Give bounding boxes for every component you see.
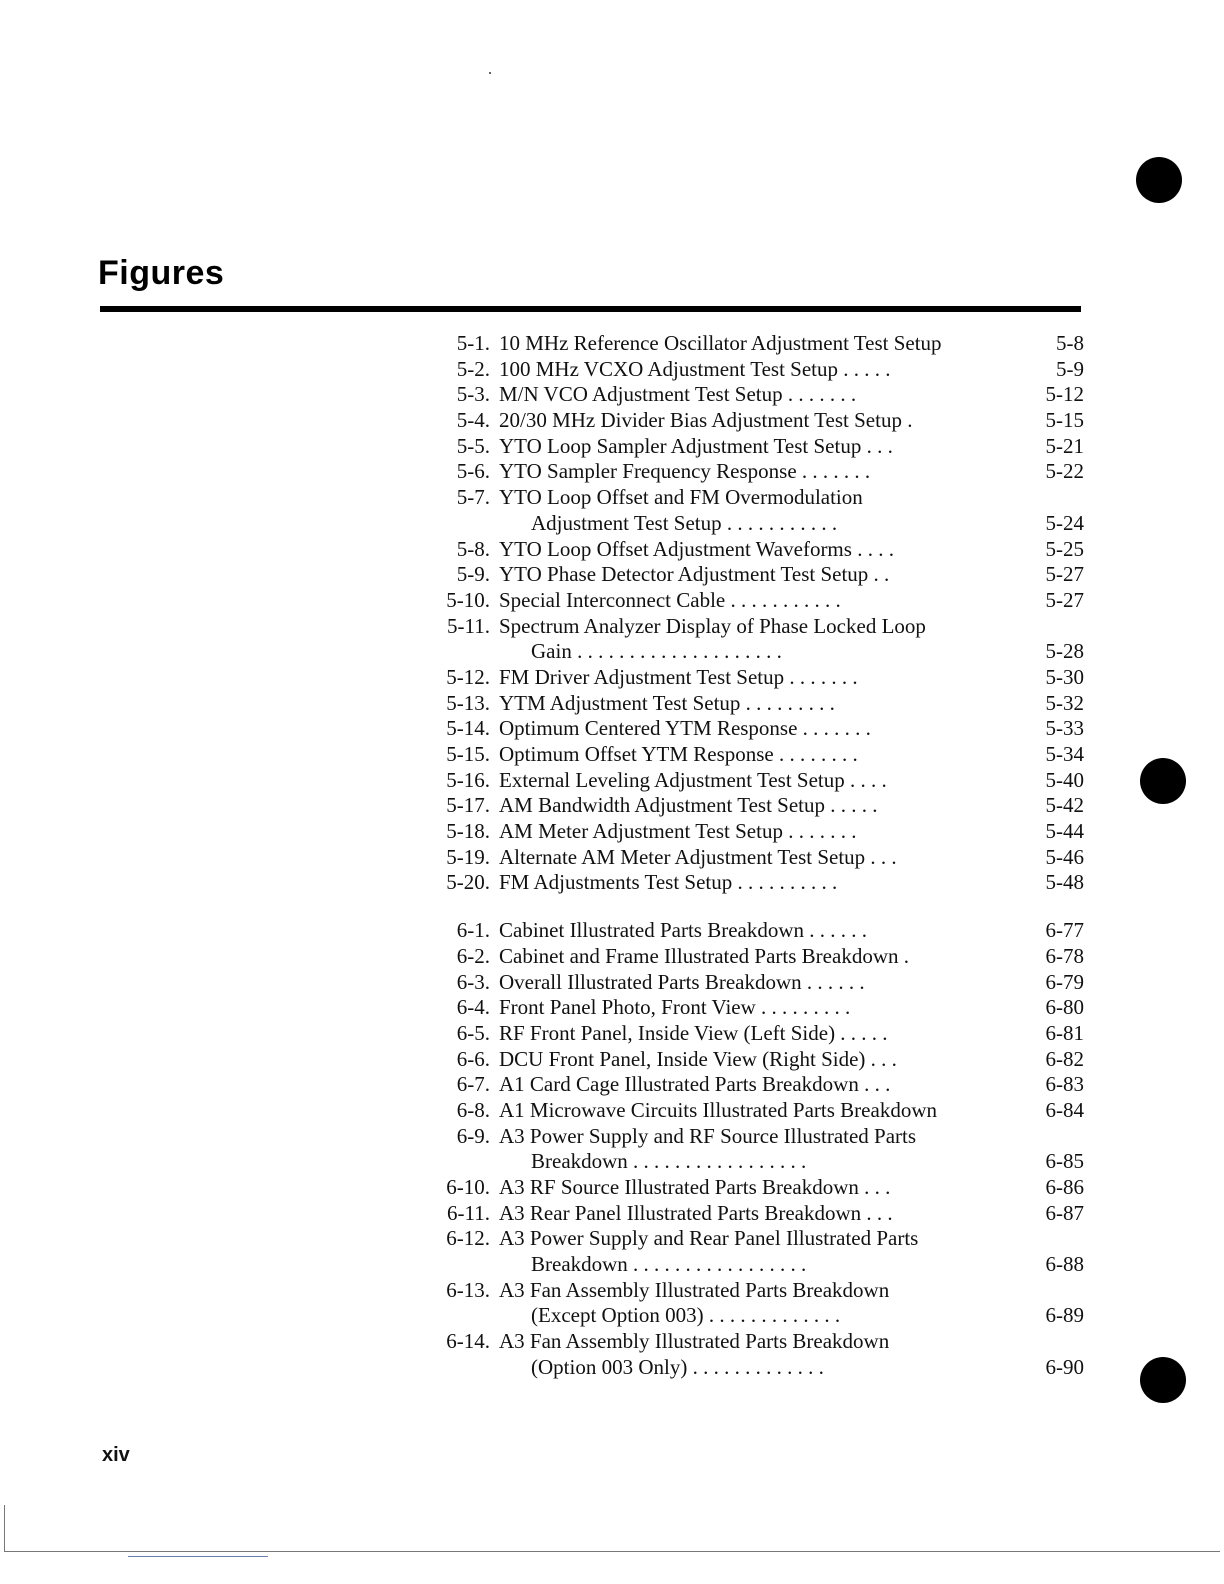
entry-line [430,357,1086,383]
figure-title: External Leveling Adjustment Test Setup . . . . [499,767,887,792]
figure-entry[interactable] [430,768,1086,794]
figure-title: FM Driver Adjustment Test Setup . . . . . . . [499,664,858,689]
entry-line [430,537,1086,563]
figure-entry[interactable] [430,459,1086,485]
figure-number: 5-15. [446,742,490,766]
figure-entry[interactable] [430,357,1086,383]
entry-line-continued [430,639,1086,665]
figure-title: Cabinet and Frame Illustrated Parts Breakdown . [499,943,909,968]
scan-edge-mark [128,1556,268,1557]
entry-line [430,1226,1086,1252]
figure-number: 5-1. [456,331,490,355]
entry-line-continued [430,511,1086,537]
figure-title: Overall Illustrated Parts Breakdown . . . . . . [499,969,865,994]
entry-line-continued [430,1252,1086,1278]
figure-entry[interactable] [430,1329,1086,1380]
figure-number: 6-13. [446,1277,490,1302]
figure-title: Optimum Centered YTM Response . . . . . . . [499,716,871,741]
page-reference: 5-27 [1045,587,1084,612]
figure-number: 5-14. [446,716,490,741]
entry-line [430,382,1086,408]
binder-hole-middle [1140,758,1186,804]
figure-number: 5-9. [456,562,490,587]
figure-number: 6-6. [456,1046,490,1071]
entry-line-continued [430,1303,1086,1329]
page-reference: 5-28 [1045,639,1084,664]
page-reference: 5-12 [1045,382,1084,407]
entry-line [430,485,1086,511]
figure-number: 5-20. [446,870,490,895]
scan-edge-bottom [4,1551,1220,1552]
figure-entry[interactable] [430,1124,1086,1175]
figure-entry[interactable] [430,1175,1086,1201]
figure-number: 5-16. [446,767,490,792]
figure-entry[interactable] [430,716,1086,742]
entry-line [430,995,1086,1021]
figure-title: RF Front Panel, Inside View (Left Side) . . . . . [499,1020,888,1045]
figure-number: 6-8. [456,1097,490,1122]
figure-entry[interactable] [430,1047,1086,1073]
figure-title: A3 Rear Panel Illustrated Parts Breakdown . . . [499,1200,893,1225]
figure-number: 5-10. [446,587,490,612]
figure-number: 5-7. [456,485,490,510]
page-reference: 5-9 [1056,356,1084,381]
figure-title-continued: (Option 003 Only) . . . . . . . . . . . . . [531,1354,824,1379]
figure-entry[interactable] [430,434,1086,460]
figure-title: YTO Loop Offset Adjustment Waveforms . . . . [499,536,894,561]
entry-line [430,434,1086,460]
figure-number: 5-12. [446,664,490,689]
figure-number: 6-9. [456,1123,490,1148]
figure-title-continued: (Except Option 003) . . . . . . . . . . . . . [531,1303,841,1328]
page-reference: 5-33 [1045,716,1084,741]
figure-entry[interactable] [430,742,1086,768]
figure-title: YTO Loop Offset and FM Overmodulation [499,485,863,510]
figure-title: M/N VCO Adjustment Test Setup . . . . . . . [499,382,857,407]
figure-number: 6-4. [456,995,490,1020]
figure-title: A3 Fan Assembly Illustrated Parts Breakdown [499,1329,890,1354]
page-reference: 6-78 [1045,943,1084,968]
page-reference: 5-8 [1056,331,1084,355]
figure-entry[interactable] [430,562,1086,588]
figure-number: 5-11. [447,613,490,638]
figure-title: 20/30 MHz Divider Bias Adjustment Test Setup . [499,408,913,433]
figure-entry[interactable] [430,537,1086,563]
figure-entry[interactable] [430,845,1086,871]
figure-title: FM Adjustments Test Setup . . . . . . . . . . [499,870,838,895]
figure-title: Alternate AM Meter Adjustment Test Setup . . . [499,844,897,869]
figure-title: YTO Loop Sampler Adjustment Test Setup . . . [499,433,893,458]
figure-number: 5-13. [446,690,490,715]
figure-number: 5-2. [456,356,490,381]
figure-number: 5-4. [456,408,490,433]
entry-line [430,408,1086,434]
figure-title: Spectrum Analyzer Display of Phase Locked Loop [499,613,926,638]
page-reference: 6-80 [1045,995,1084,1020]
page-reference: 5-22 [1045,459,1084,484]
figure-title: A1 Microwave Circuits Illustrated Parts Breakdown [499,1097,937,1122]
page-reference: 5-24 [1045,510,1084,535]
binder-hole-bottom [1140,1357,1186,1403]
entry-line [430,665,1086,691]
page-reference: 5-34 [1045,742,1084,766]
entry-line [430,918,1086,944]
entry-line [430,614,1086,640]
page-reference: 5-46 [1045,844,1084,869]
figure-entry[interactable] [430,665,1086,691]
figure-number: 5-6. [456,459,490,484]
figure-entry[interactable] [430,944,1086,970]
figure-entry[interactable] [430,793,1086,819]
figure-entry[interactable] [430,995,1086,1021]
figure-number: 6-5. [456,1020,490,1045]
figure-title: A3 Power Supply and Rear Panel Illustrated Parts [499,1226,919,1251]
page-reference: 6-83 [1045,1072,1084,1097]
page-reference: 6-85 [1045,1149,1084,1174]
page-number: xiv [102,1444,130,1466]
page-reference: 6-81 [1045,1020,1084,1045]
page-reference: 5-48 [1045,870,1084,895]
figure-title-continued: Gain . . . . . . . . . . . . . . . . . . . . [531,639,782,664]
entry-line [430,970,1086,996]
entry-line [430,716,1086,742]
entry-line [430,691,1086,717]
figure-title: AM Bandwidth Adjustment Test Setup . . . . . [499,793,878,818]
figure-number: 6-14. [446,1329,490,1354]
page-reference: 5-25 [1045,536,1084,561]
figure-title: YTM Adjustment Test Setup . . . . . . . . . [499,690,835,715]
figure-title: A1 Card Cage Illustrated Parts Breakdown . . . [499,1072,891,1097]
figure-number: 5-3. [456,382,490,407]
paper-speck [489,72,491,74]
figure-entry[interactable] [430,691,1086,717]
page-reference: 6-88 [1045,1252,1084,1277]
entry-line [430,588,1086,614]
entry-line [430,1072,1086,1098]
page-reference: 5-27 [1045,562,1084,587]
entry-line [430,1329,1086,1355]
page-reference: 5-30 [1045,664,1084,689]
page-reference: 5-15 [1045,408,1084,433]
binder-hole-top [1136,157,1182,203]
figure-title: AM Meter Adjustment Test Setup . . . . . . . [499,819,857,844]
page-reference: 5-32 [1045,690,1084,715]
page-reference: 6-79 [1045,969,1084,994]
figure-title: YTO Phase Detector Adjustment Test Setup . . [499,562,890,587]
figure-number: 5-18. [446,819,490,844]
page-reference: 5-44 [1045,819,1084,844]
entry-line [430,459,1086,485]
figure-title-continued: Breakdown . . . . . . . . . . . . . . . . . [531,1252,807,1277]
figure-entry[interactable] [430,918,1086,944]
page-reference: 5-40 [1045,767,1084,792]
figure-entry[interactable] [430,1072,1086,1098]
entry-line [430,1175,1086,1201]
figure-title: Front Panel Photo, Front View . . . . . . . . . [499,995,851,1020]
figure-number: 6-10. [446,1175,490,1199]
entry-line [430,1047,1086,1073]
figure-entry[interactable] [430,331,1086,357]
figure-number: 5-17. [446,793,490,818]
entry-line [430,793,1086,819]
figure-entry[interactable] [430,1021,1086,1047]
figure-number: 5-19. [446,844,490,869]
scan-edge-left [4,1505,5,1552]
figure-entry[interactable] [430,1098,1086,1124]
page-reference: 6-89 [1045,1303,1084,1328]
figure-number: 6-2. [456,943,490,968]
page-reference: 6-82 [1045,1046,1084,1071]
entry-line [430,1201,1086,1227]
page-reference: 5-21 [1045,433,1084,458]
figure-title: Special Interconnect Cable . . . . . . . . . . . [499,587,841,612]
group-separator [430,896,1086,918]
figure-entry[interactable] [430,1278,1086,1329]
figure-number: 6-11. [447,1200,490,1225]
page-reference: 6-90 [1045,1354,1084,1379]
figure-number: 6-3. [456,969,490,994]
figure-title: A3 Power Supply and RF Source Illustrated Parts [499,1123,917,1148]
figure-title: A3 Fan Assembly Illustrated Parts Breakdown [499,1277,890,1302]
figure-entry[interactable] [430,588,1086,614]
page-reference: 5-42 [1045,793,1084,818]
figure-title: A3 RF Source Illustrated Parts Breakdown . . . [499,1175,891,1199]
figure-number: 6-12. [446,1226,490,1251]
entry-line [430,331,1086,357]
figure-entry[interactable] [430,1226,1086,1277]
entry-line [430,1098,1086,1124]
figure-entry[interactable] [430,1201,1086,1227]
figure-number: 6-7. [456,1072,490,1097]
figure-number: 6-1. [456,918,490,943]
page-reference: 6-84 [1045,1097,1084,1122]
entry-line [430,819,1086,845]
figure-title-continued: Adjustment Test Setup . . . . . . . . . . . [531,510,838,535]
figures-list [430,331,1086,1381]
entry-line [430,944,1086,970]
page-reference: 6-77 [1045,918,1084,943]
entry-line [430,742,1086,768]
entry-line [430,1124,1086,1150]
figure-title: DCU Front Panel, Inside View (Right Side) . . . [499,1046,897,1071]
figure-title-continued: Breakdown . . . . . . . . . . . . . . . . . [531,1149,807,1174]
figure-number: 5-5. [456,433,490,458]
figure-entry[interactable] [430,408,1086,434]
page-title: Figures [98,254,225,292]
entry-line [430,845,1086,871]
title-rule [100,306,1081,312]
entry-line [430,870,1086,896]
figure-entry[interactable] [430,970,1086,996]
figure-title: 10 MHz Reference Oscillator Adjustment Test Setup [499,331,942,355]
entry-line [430,1278,1086,1304]
entry-line [430,562,1086,588]
figure-title: Optimum Offset YTM Response . . . . . . . . [499,742,858,766]
figure-entry[interactable] [430,819,1086,845]
entry-line-continued [430,1355,1086,1381]
figure-entry[interactable] [430,870,1086,896]
page-reference: 6-87 [1045,1200,1084,1225]
figure-title: YTO Sampler Frequency Response . . . . . . . [499,459,871,484]
figure-entry[interactable] [430,382,1086,408]
entry-line [430,1021,1086,1047]
figure-entry[interactable] [430,614,1086,665]
entry-line [430,768,1086,794]
entry-line-continued [430,1149,1086,1175]
figure-number: 5-8. [456,536,490,561]
figure-title: 100 MHz VCXO Adjustment Test Setup . . . . . [499,356,891,381]
figure-title: Cabinet Illustrated Parts Breakdown . . . . . . [499,918,868,943]
page-reference: 6-86 [1045,1175,1084,1199]
figure-entry[interactable] [430,485,1086,536]
